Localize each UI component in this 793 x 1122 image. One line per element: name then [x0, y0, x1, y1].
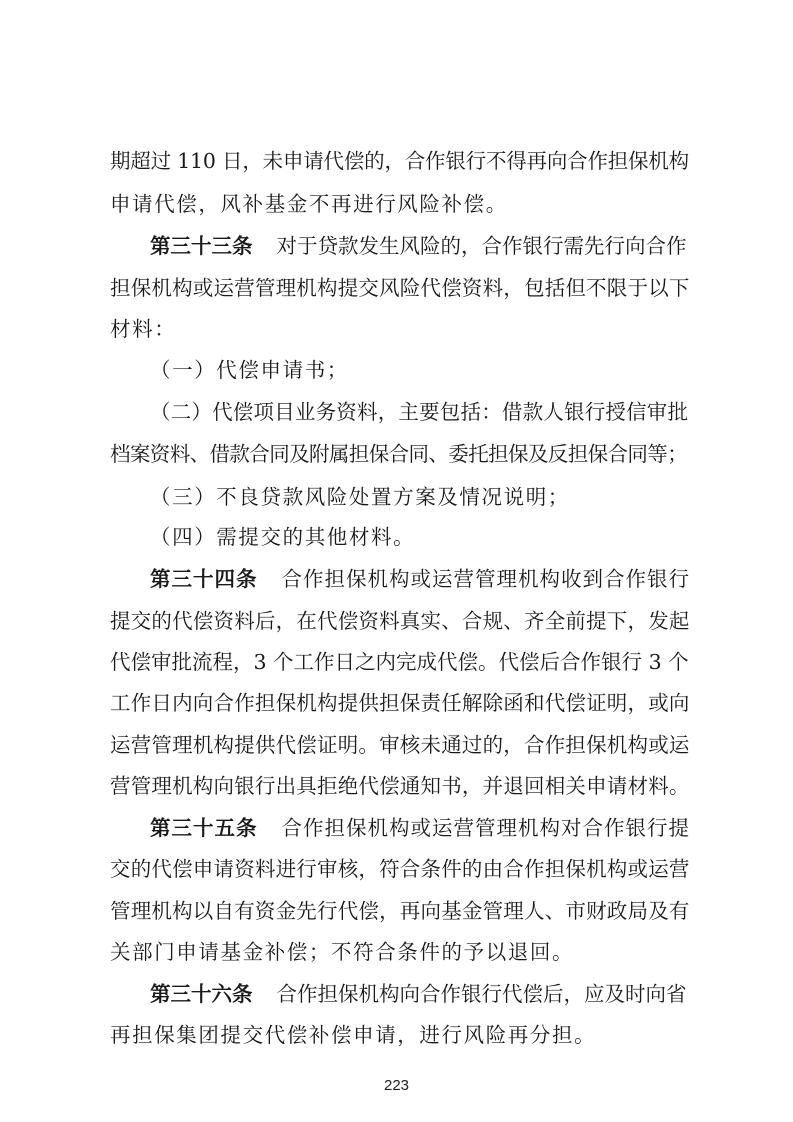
body-line: 申请代偿，风补基金不再进行风险补偿。 [110, 192, 508, 216]
article-35-line [150, 815, 690, 841]
list-item: （二）代偿项目业务资料，主要包括：借款人银行授信审批 [150, 400, 689, 424]
body-line: 运营管理机构提供代偿证明。审核未通过的，合作担保机构或运 [110, 733, 690, 757]
body-text: 合作担保机构向合作银行代偿后，应及时向省 [276, 982, 687, 1006]
body-line: 档案资料、借款合同及附属担保合同、委托担保及反担保合同等； [110, 442, 688, 466]
body-line: 交的代偿申请资料进行审核，符合条件的由合作担保机构或运营 [110, 857, 690, 881]
body-line: 材料： [110, 317, 177, 341]
article-33-line [150, 233, 687, 259]
body-line: 管理机构以自有资金先行代偿，再向基金管理人、市财政局及有 [110, 899, 690, 923]
article-heading: 第三十五条 [150, 816, 258, 840]
body-line: 再担保集团提交代偿补偿申请，进行风险再分担。 [110, 1023, 597, 1047]
body-line: 代偿审批流程，3 个工作日之内完成代偿。代偿后合作银行 3 个 [110, 650, 689, 674]
article-34-line [150, 566, 690, 592]
body-line: 关部门申请基金补偿；不符合条件的予以退回。 [110, 940, 575, 964]
article-heading: 第三十四条 [150, 567, 258, 591]
body-text: 合作担保机构或运营管理机构对合作银行提 [281, 816, 690, 840]
body-line: 期超过 110 日，未申请代偿的，合作银行不得再向合作担保机构 [110, 149, 689, 173]
article-heading: 第三十三条 [150, 234, 253, 258]
article-36-line [150, 981, 687, 1007]
list-item: （三）不良贷款风险处置方案及情况说明； [150, 485, 570, 509]
page-number: 223 [383, 1077, 410, 1094]
body-line: 担保机构或运营管理机构提交风险代偿资料，包括但不限于以下 [110, 276, 690, 300]
article-heading: 第三十六条 [150, 982, 253, 1006]
list-item: （四）需提交的其他材料。 [150, 525, 416, 549]
body-line: 工作日内向合作担保机构提供担保责任解除函和代偿证明，或向 [110, 691, 690, 715]
body-line: 营管理机构向银行出具拒绝代偿通知书，并退回相关申请材料。 [110, 774, 690, 798]
body-text: 对于贷款发生风险的，合作银行需先行向合作 [276, 234, 687, 258]
body-line: 提交的代偿资料后，在代偿资料真实、合规、齐全前提下，发起 [110, 609, 690, 633]
list-item: （一）代偿申请书； [150, 358, 349, 382]
body-text: 合作担保机构或运营管理机构收到合作银行 [281, 567, 690, 591]
